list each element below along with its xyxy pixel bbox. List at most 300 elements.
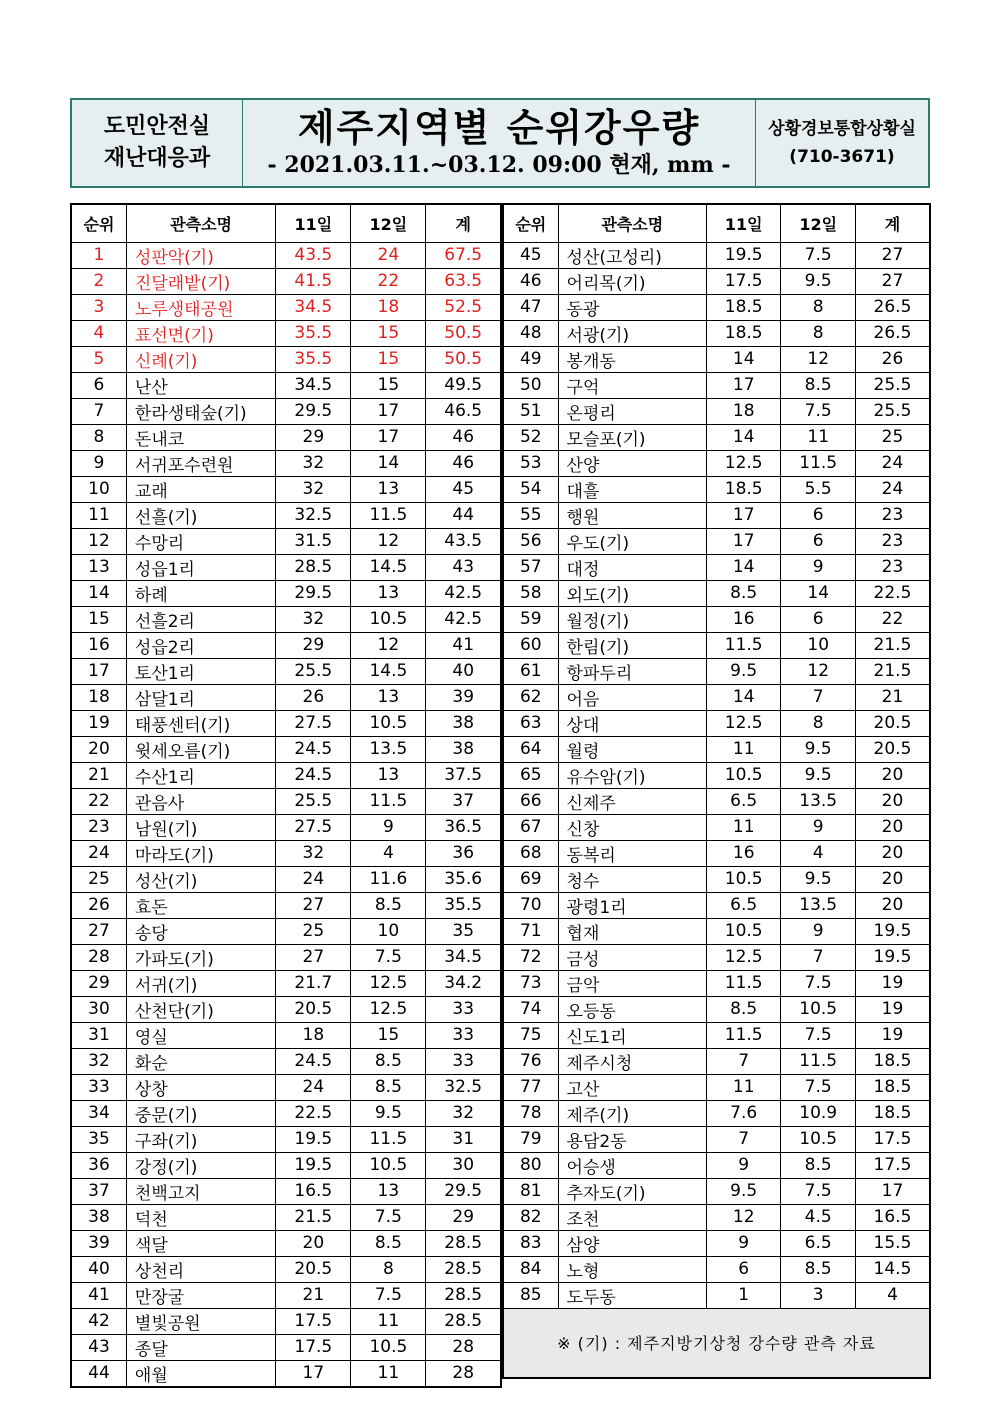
station-cell: 성읍1리 — [126, 554, 275, 580]
rank-cell: 13 — [71, 554, 126, 580]
table-row — [71, 658, 501, 684]
total-cell: 46 — [426, 450, 501, 476]
total-cell: 20 — [855, 814, 930, 840]
day11-cell: 17 — [276, 1360, 351, 1387]
department-line2: 재난대응과 — [103, 146, 211, 171]
table-row — [503, 710, 930, 736]
day11-cell: 20 — [276, 1230, 351, 1256]
rank-cell: 52 — [503, 424, 558, 450]
day11-cell: 18 — [276, 1022, 351, 1048]
total-cell: 52.5 — [426, 294, 501, 320]
table-row — [71, 294, 501, 320]
day12-cell: 8.5 — [351, 892, 426, 918]
day12-cell: 13.5 — [351, 736, 426, 762]
total-cell: 18.5 — [855, 1048, 930, 1074]
note-row — [503, 1308, 930, 1378]
table-row — [71, 892, 501, 918]
rank-cell: 84 — [503, 1256, 558, 1282]
station-cell: 산양 — [558, 450, 706, 476]
day12-cell: 22 — [351, 268, 426, 294]
total-cell: 24 — [855, 450, 930, 476]
table-row — [503, 1048, 930, 1074]
total-cell: 26.5 — [855, 294, 930, 320]
table-row — [503, 970, 930, 996]
total-cell: 22 — [855, 606, 930, 632]
rank-cell: 61 — [503, 658, 558, 684]
station-cell: 난산 — [126, 372, 275, 398]
day12-cell: 13.5 — [781, 788, 856, 814]
table-row — [503, 736, 930, 762]
rank-cell: 26 — [71, 892, 126, 918]
table-row — [71, 502, 501, 528]
total-cell: 42.5 — [426, 606, 501, 632]
total-cell: 22.5 — [855, 580, 930, 606]
day12-cell: 9 — [781, 814, 856, 840]
total-cell: 35.5 — [426, 892, 501, 918]
station-cell: 노형 — [558, 1256, 706, 1282]
col-total: 계 — [855, 204, 930, 242]
day11-cell: 25 — [276, 918, 351, 944]
day11-cell: 8.5 — [706, 580, 781, 606]
total-cell: 28.5 — [426, 1230, 501, 1256]
table-row — [503, 1100, 930, 1126]
table-row — [71, 554, 501, 580]
station-cell: 교래 — [126, 476, 275, 502]
rank-cell: 2 — [71, 268, 126, 294]
station-cell: 남원(기) — [126, 814, 275, 840]
station-cell: 월령 — [558, 736, 706, 762]
rank-cell: 57 — [503, 554, 558, 580]
station-cell: 온평리 — [558, 398, 706, 424]
rank-cell: 6 — [71, 372, 126, 398]
day12-cell: 11.5 — [781, 1048, 856, 1074]
day11-cell: 18.5 — [706, 294, 781, 320]
day11-cell: 19.5 — [276, 1126, 351, 1152]
col-station: 관측소명 — [126, 204, 275, 242]
rank-cell: 56 — [503, 528, 558, 554]
total-cell: 21.5 — [855, 658, 930, 684]
table-row — [71, 1282, 501, 1308]
station-cell: 천백고지 — [126, 1178, 275, 1204]
total-cell: 21.5 — [855, 632, 930, 658]
day12-cell: 7.5 — [351, 1282, 426, 1308]
rank-cell: 12 — [71, 528, 126, 554]
station-cell: 신도1리 — [558, 1022, 706, 1048]
station-cell: 애월 — [126, 1360, 275, 1387]
rank-cell: 28 — [71, 944, 126, 970]
station-cell: 별빛공원 — [126, 1308, 275, 1334]
rank-cell: 38 — [71, 1204, 126, 1230]
rank-cell: 39 — [71, 1230, 126, 1256]
day12-cell: 3 — [781, 1282, 856, 1308]
day11-cell: 11 — [706, 1074, 781, 1100]
total-cell: 49.5 — [426, 372, 501, 398]
day12-cell: 14 — [781, 580, 856, 606]
day12-cell: 9 — [781, 918, 856, 944]
day12-cell: 4 — [781, 840, 856, 866]
total-cell: 45 — [426, 476, 501, 502]
station-cell: 성산(기) — [126, 866, 275, 892]
day12-cell: 18 — [351, 294, 426, 320]
rank-cell: 59 — [503, 606, 558, 632]
table-row — [71, 450, 501, 476]
station-cell: 어승생 — [558, 1152, 706, 1178]
day12-cell: 7.5 — [781, 1178, 856, 1204]
total-cell: 42.5 — [426, 580, 501, 606]
table-row — [503, 632, 930, 658]
day12-cell: 9.5 — [781, 762, 856, 788]
station-cell: 관음사 — [126, 788, 275, 814]
day12-cell: 7 — [781, 684, 856, 710]
station-cell: 만장굴 — [126, 1282, 275, 1308]
day11-cell: 20.5 — [276, 1256, 351, 1282]
total-cell: 28.5 — [426, 1256, 501, 1282]
table-row — [503, 1022, 930, 1048]
rank-cell: 42 — [71, 1308, 126, 1334]
rank-cell: 82 — [503, 1204, 558, 1230]
total-cell: 50.5 — [426, 320, 501, 346]
day12-cell: 8.5 — [781, 372, 856, 398]
day11-cell: 14 — [706, 554, 781, 580]
total-cell: 35.6 — [426, 866, 501, 892]
day12-cell: 10.5 — [351, 710, 426, 736]
day11-cell: 35.5 — [276, 320, 351, 346]
total-cell: 33 — [426, 1048, 501, 1074]
station-cell: 신례(기) — [126, 346, 275, 372]
day12-cell: 10.5 — [351, 606, 426, 632]
total-cell: 25 — [855, 424, 930, 450]
day11-cell: 31.5 — [276, 528, 351, 554]
col-day11: 11일 — [276, 204, 351, 242]
day12-cell: 4.5 — [781, 1204, 856, 1230]
day12-cell: 11 — [351, 1308, 426, 1334]
total-cell: 18.5 — [855, 1074, 930, 1100]
rank-cell: 70 — [503, 892, 558, 918]
rank-cell: 3 — [71, 294, 126, 320]
total-cell: 19 — [855, 996, 930, 1022]
day12-cell: 9.5 — [781, 736, 856, 762]
table-row — [71, 398, 501, 424]
table-row — [71, 1256, 501, 1282]
day12-cell: 8 — [781, 294, 856, 320]
total-cell: 20 — [855, 762, 930, 788]
total-cell: 15.5 — [855, 1230, 930, 1256]
day12-cell: 7.5 — [781, 398, 856, 424]
station-cell: 구좌(기) — [126, 1126, 275, 1152]
rank-cell: 32 — [71, 1048, 126, 1074]
table-row — [71, 996, 501, 1022]
rank-cell: 44 — [71, 1360, 126, 1387]
day11-cell: 18.5 — [706, 320, 781, 346]
rank-cell: 46 — [503, 268, 558, 294]
total-cell: 28.5 — [426, 1308, 501, 1334]
total-cell: 34.2 — [426, 970, 501, 996]
day12-cell: 11 — [781, 424, 856, 450]
day12-cell: 15 — [351, 372, 426, 398]
rank-cell: 33 — [71, 1074, 126, 1100]
day11-cell: 10.5 — [706, 866, 781, 892]
rank-cell: 24 — [71, 840, 126, 866]
total-cell: 33 — [426, 1022, 501, 1048]
total-cell: 50.5 — [426, 346, 501, 372]
table-row — [503, 658, 930, 684]
station-cell: 종달 — [126, 1334, 275, 1360]
rank-cell: 64 — [503, 736, 558, 762]
day12-cell: 8.5 — [781, 1256, 856, 1282]
table-row — [503, 866, 930, 892]
day12-cell: 15 — [351, 320, 426, 346]
day12-cell: 13.5 — [781, 892, 856, 918]
day12-cell: 7.5 — [781, 242, 856, 268]
col-rank: 순위 — [71, 204, 126, 242]
day11-cell: 19.5 — [276, 1152, 351, 1178]
total-cell: 29 — [426, 1204, 501, 1230]
table-row — [71, 1152, 501, 1178]
table-row — [503, 814, 930, 840]
rank-cell: 21 — [71, 762, 126, 788]
station-cell: 토산1리 — [126, 658, 275, 684]
footnote: ※ (기) : 제주지방기상청 강수량 관측 자료 — [503, 1308, 930, 1378]
day12-cell: 8.5 — [351, 1074, 426, 1100]
station-cell: 상창 — [126, 1074, 275, 1100]
station-cell: 삼양 — [558, 1230, 706, 1256]
day11-cell: 7 — [706, 1048, 781, 1074]
day12-cell: 12 — [351, 528, 426, 554]
day12-cell: 8 — [781, 710, 856, 736]
station-cell: 어리목(기) — [558, 268, 706, 294]
day12-cell: 7.5 — [781, 1022, 856, 1048]
table-row — [71, 476, 501, 502]
total-cell: 33 — [426, 996, 501, 1022]
rank-cell: 81 — [503, 1178, 558, 1204]
table-row — [503, 1074, 930, 1100]
station-cell: 항파두리 — [558, 658, 706, 684]
day11-cell: 29 — [276, 424, 351, 450]
table-row — [503, 320, 930, 346]
day11-cell: 26 — [276, 684, 351, 710]
table-row — [71, 1074, 501, 1100]
table-row — [503, 762, 930, 788]
rank-cell: 35 — [71, 1126, 126, 1152]
total-cell: 14.5 — [855, 1256, 930, 1282]
total-cell: 31 — [426, 1126, 501, 1152]
day11-cell: 17.5 — [706, 268, 781, 294]
total-cell: 23 — [855, 554, 930, 580]
rank-cell: 36 — [71, 1152, 126, 1178]
day11-cell: 6.5 — [706, 892, 781, 918]
day12-cell: 9.5 — [781, 268, 856, 294]
col-station: 관측소명 — [558, 204, 706, 242]
rank-cell: 74 — [503, 996, 558, 1022]
day11-cell: 29.5 — [276, 580, 351, 606]
table-row — [503, 528, 930, 554]
rank-cell: 1 — [71, 242, 126, 268]
table-row — [71, 268, 501, 294]
rank-cell: 76 — [503, 1048, 558, 1074]
day11-cell: 12 — [706, 1204, 781, 1230]
day12-cell: 9 — [781, 554, 856, 580]
day11-cell: 7 — [706, 1126, 781, 1152]
total-cell: 32 — [426, 1100, 501, 1126]
table-row — [71, 970, 501, 996]
day12-cell: 13 — [351, 1178, 426, 1204]
station-cell: 조천 — [558, 1204, 706, 1230]
total-cell: 4 — [855, 1282, 930, 1308]
rank-cell: 4 — [71, 320, 126, 346]
total-cell: 44 — [426, 502, 501, 528]
station-cell: 외도(기) — [558, 580, 706, 606]
day12-cell: 10 — [781, 632, 856, 658]
day11-cell: 19.5 — [706, 242, 781, 268]
station-cell: 한림(기) — [558, 632, 706, 658]
day12-cell: 15 — [351, 346, 426, 372]
day12-cell: 9.5 — [351, 1100, 426, 1126]
rank-cell: 30 — [71, 996, 126, 1022]
rank-cell: 43 — [71, 1334, 126, 1360]
day11-cell: 9.5 — [706, 658, 781, 684]
title-box — [243, 100, 756, 186]
day12-cell: 6 — [781, 528, 856, 554]
table-row — [503, 944, 930, 970]
total-cell: 46 — [426, 424, 501, 450]
rank-cell: 20 — [71, 736, 126, 762]
day11-cell: 21 — [276, 1282, 351, 1308]
table-row — [503, 554, 930, 580]
table-row — [71, 736, 501, 762]
day11-cell: 32 — [276, 840, 351, 866]
day12-cell: 13 — [351, 684, 426, 710]
department-box — [72, 100, 243, 186]
table-row — [71, 944, 501, 970]
station-cell: 태풍센터(기) — [126, 710, 275, 736]
total-cell: 26 — [855, 346, 930, 372]
rank-cell: 83 — [503, 1230, 558, 1256]
rank-cell: 27 — [71, 918, 126, 944]
col-rank: 순위 — [503, 204, 558, 242]
total-cell: 67.5 — [426, 242, 501, 268]
day11-cell: 11 — [706, 736, 781, 762]
day12-cell: 24 — [351, 242, 426, 268]
office-phone: (710-3671) — [789, 147, 895, 167]
station-cell: 진달래밭(기) — [126, 268, 275, 294]
table-row — [503, 840, 930, 866]
rank-cell: 19 — [71, 710, 126, 736]
total-cell: 36 — [426, 840, 501, 866]
day11-cell: 27.5 — [276, 814, 351, 840]
day11-cell: 21.5 — [276, 1204, 351, 1230]
col-day11: 11일 — [706, 204, 781, 242]
rank-cell: 49 — [503, 346, 558, 372]
report-header — [70, 98, 930, 188]
table-row — [503, 996, 930, 1022]
rank-cell: 8 — [71, 424, 126, 450]
day12-cell: 8 — [351, 1256, 426, 1282]
day12-cell: 10.5 — [781, 1126, 856, 1152]
day11-cell: 8.5 — [706, 996, 781, 1022]
total-cell: 36.5 — [426, 814, 501, 840]
day11-cell: 9 — [706, 1152, 781, 1178]
station-cell: 도두동 — [558, 1282, 706, 1308]
day11-cell: 32 — [276, 606, 351, 632]
day12-cell: 4 — [351, 840, 426, 866]
day12-cell: 13 — [351, 476, 426, 502]
rank-cell: 68 — [503, 840, 558, 866]
station-cell: 유수암(기) — [558, 762, 706, 788]
total-cell: 35 — [426, 918, 501, 944]
station-cell: 모슬포(기) — [558, 424, 706, 450]
table-row — [503, 1282, 930, 1308]
col-day12: 12일 — [351, 204, 426, 242]
day12-cell: 11.5 — [781, 450, 856, 476]
station-cell: 삼달1리 — [126, 684, 275, 710]
day11-cell: 9.5 — [706, 1178, 781, 1204]
day12-cell: 15 — [351, 1022, 426, 1048]
col-total: 계 — [426, 204, 501, 242]
rank-cell: 22 — [71, 788, 126, 814]
table-row — [71, 840, 501, 866]
total-cell: 32.5 — [426, 1074, 501, 1100]
station-cell: 고산 — [558, 1074, 706, 1100]
table-row — [71, 1334, 501, 1360]
total-cell: 43 — [426, 554, 501, 580]
station-cell: 성판악(기) — [126, 242, 275, 268]
station-cell: 청수 — [558, 866, 706, 892]
total-cell: 28 — [426, 1360, 501, 1387]
day11-cell: 24.5 — [276, 1048, 351, 1074]
station-cell: 하례 — [126, 580, 275, 606]
table-row — [503, 1204, 930, 1230]
rank-cell: 31 — [71, 1022, 126, 1048]
station-cell: 제주시청 — [558, 1048, 706, 1074]
day12-cell: 14.5 — [351, 658, 426, 684]
day11-cell: 32 — [276, 450, 351, 476]
day12-cell: 12.5 — [351, 970, 426, 996]
table-row — [71, 1178, 501, 1204]
total-cell: 20 — [855, 866, 930, 892]
table-row — [71, 1022, 501, 1048]
station-cell: 동복리 — [558, 840, 706, 866]
table-row — [503, 450, 930, 476]
station-cell: 대정 — [558, 554, 706, 580]
rank-cell: 14 — [71, 580, 126, 606]
station-cell: 신창 — [558, 814, 706, 840]
station-cell: 금성 — [558, 944, 706, 970]
station-cell: 한라생태숲(기) — [126, 398, 275, 424]
station-cell: 상대 — [558, 710, 706, 736]
total-cell: 19.5 — [855, 944, 930, 970]
day11-cell: 28.5 — [276, 554, 351, 580]
day12-cell: 10.9 — [781, 1100, 856, 1126]
day11-cell: 27 — [276, 892, 351, 918]
day12-cell: 7 — [781, 944, 856, 970]
rank-cell: 54 — [503, 476, 558, 502]
station-cell: 노루생태공원 — [126, 294, 275, 320]
station-cell: 행원 — [558, 502, 706, 528]
day11-cell: 24.5 — [276, 762, 351, 788]
station-cell: 용담2동 — [558, 1126, 706, 1152]
day12-cell: 14 — [351, 450, 426, 476]
day11-cell: 14 — [706, 684, 781, 710]
rank-cell: 37 — [71, 1178, 126, 1204]
day11-cell: 6 — [706, 1256, 781, 1282]
table-row — [503, 372, 930, 398]
day12-cell: 8 — [781, 320, 856, 346]
table-row — [71, 346, 501, 372]
rank-cell: 5 — [71, 346, 126, 372]
office-name: 상황경보통합상황실 — [768, 119, 916, 139]
rank-cell: 18 — [71, 684, 126, 710]
day11-cell: 25.5 — [276, 788, 351, 814]
